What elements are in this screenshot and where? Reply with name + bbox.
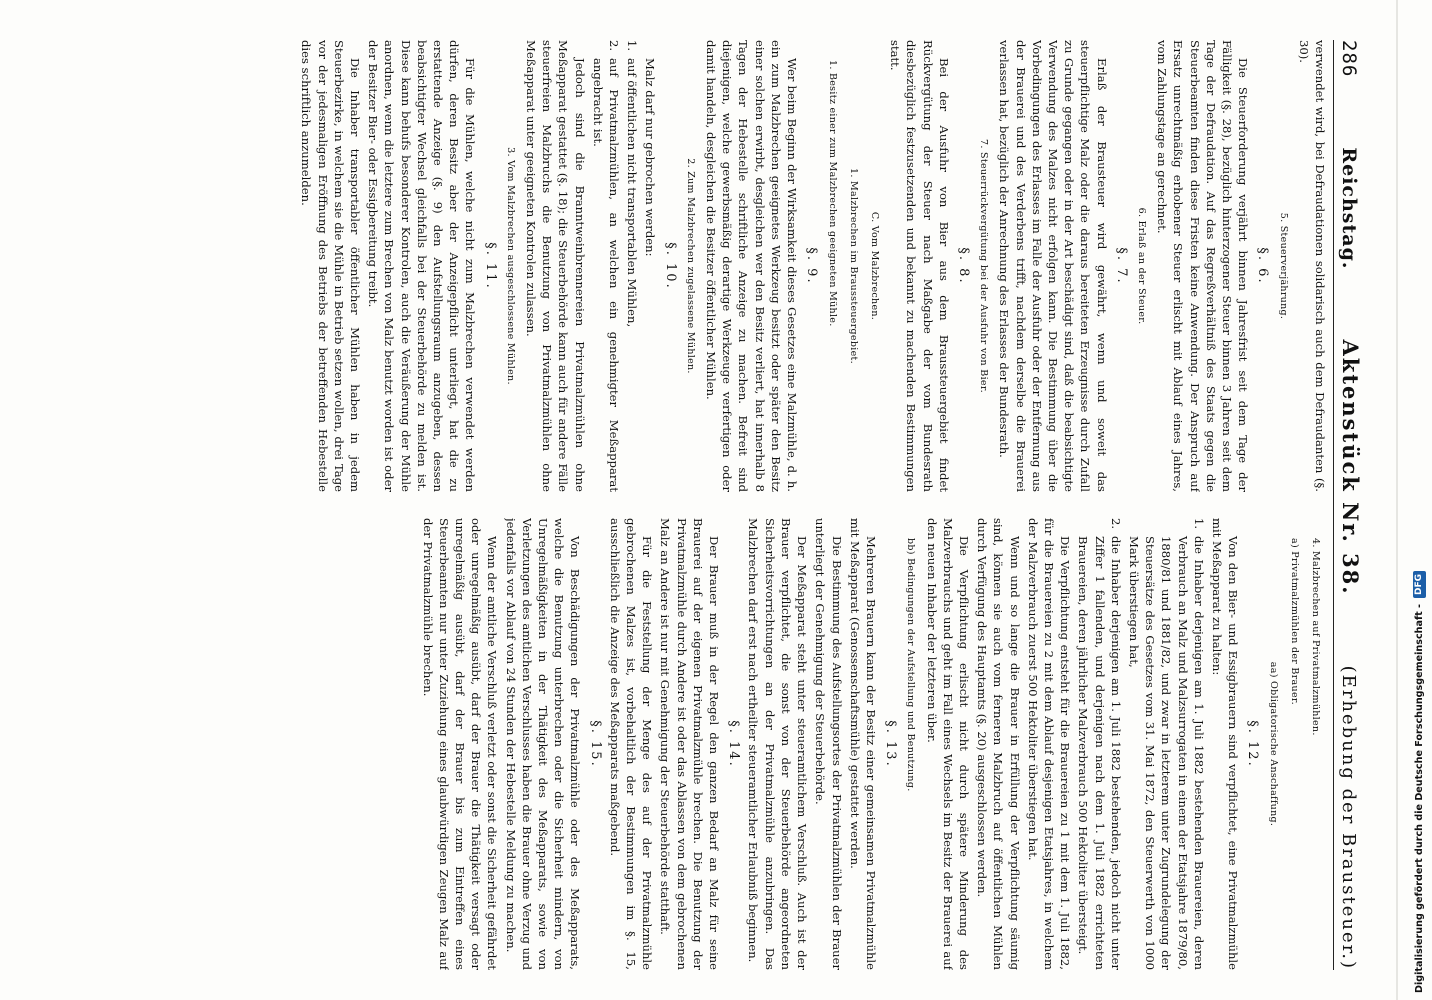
list-item: 2.die Inhaber derjenigen am 1. Juli 1882 bestehenden, jedoch nicht unter Ziffer 1 fallenden, und derjenigen nach dem 1. Juli 1882 errichteten Brauereien, deren jährlicher Malzverbrauch 500 Hektoliter übersteigt.	[1076, 518, 1123, 970]
column-right	[10, 518, 1328, 970]
header-right: (Erhebung der Brausteuer.)	[1338, 665, 1359, 970]
page-header	[1333, 40, 1382, 970]
section-heading: 2. Zum Malzbrechen zugelassene Mühlen.	[684, 158, 696, 374]
paragraph: Die Bestimmung des Aufstellungsortes der Privatmalzmühlen der Brauer unterliegt der Genehmigung der Steuerbehörde.	[813, 518, 844, 970]
paragraph: Wenn und so lange die Brauer in Erfüllung der Verpflichtung säumig sind, können sie auch vom ferneren Malzbruch auf öffentlichen Mühlen durch Verfügung des Hauptamts (§. 20) ausgeschlossen werden.	[975, 518, 1022, 970]
paragraph: Der Brauer muß in der Regel den ganzen Bedarf an Malz für seine Brauerei auf der eigenen Privatmalzmühle brechen. Die Benutzung der Privatmalzmühle durch Andere ist oder das Ablassen von dem gebrochenen Malz an Andere ist nur mit Genehmigung der Steuerbehörde statthaft.	[658, 518, 722, 970]
list-item: 2.auf Privatmalzmühlen, an welchen ein genehmigter Meßapparat angebracht ist.	[590, 40, 622, 492]
paragraph: Mehreren Brauern kann der Besitz einer gemeinsamen Privatmalzmühle mit Meßapparat (Genossenschaftsmühle) gestattet werden.	[847, 518, 878, 970]
section-heading: 4. Malzbrechen auf Privatmalzmühlen.	[1310, 538, 1321, 736]
page-edge	[1396, 0, 1398, 1000]
list-item-text: auf Privatmalzmühlen, an welchen ein genehmigter Meßapparat angebracht ist.	[590, 58, 622, 492]
text-columns	[10, 40, 1328, 970]
section-heading: C. Vom Malzbrechen.	[868, 211, 880, 321]
paragraph: Malz darf nur gebrochen werden:	[643, 58, 658, 257]
list-item-text: die Inhaber derjenigen am 1. Juli 1882 bestehenden, jedoch nicht unter Ziffer 1 fallenden, und derjenigen nach dem 1. Juli 1882 errichteten Brauereien, deren jährlicher Malzverbrauch 500 Hektoliter übersteigt.	[1076, 536, 1123, 970]
paragraph: Wenn der amtliche Verschluß verletzt oder sonst die Sicherheit gefährdet oder unregelmäßig ausübt, darf der Brauer die Thätigkeit versagt oder unregelmäßig ausübt, darf der Brauer bis zum Eintreffen eines Steuerbeamten nur unter Zuziehung eines glaubwürdigen Zeugen Malz auf der Privatmalzmühle brechen.	[420, 518, 500, 970]
paragraph: Für die Mühlen, welche nicht zum Malzbrechen verwendet werden dürfen, deren Besitz aber der Anzeigepflicht unterliegt, hat die zu erstattende Anzeige (§. 9) den Aufstellungsraum anzugeben, dessen beabsichtigter Wechsel gleichfalls bei der Steuerbehörde zu melden ist. Diese kann behufs besonderer Kontrolen, auch die Veräußerung der Mühle anordnen, wenn die letztere zum Brechen von Malz benutzt worden ist oder der Besitzer Bier- oder Essigbereitung treibt.	[366, 40, 478, 492]
section-heading: 6. Erlaß an der Steuer.	[1135, 207, 1147, 325]
paragraph-number: §. 10.	[662, 242, 678, 290]
dfg-logo: DFG	[1413, 571, 1426, 598]
paragraph-number: §. 14.	[726, 720, 742, 768]
paragraph: Von Beschädigungen der Privatmalzmühle oder des Meßapparats, welche die Benutzung unterbrechen oder die Sicherheit mindern, von Unregelmäßigkeiten in der Thätigkeit des Meßapparats, sowie von Verletzungen des amtlichen Verschlusses haben die Brauer ohne Verzug und jedenfalls vor Ablauf von 24 Stunden der Hebestelle Meldung zu machen.	[503, 518, 583, 970]
paragraph: Jedoch sind die Branntweinbrennereien Privatmalzmühlen ohne Meßapparat gestattet (§. 18); die Steuerbehörde kann auch für andere Fälle steuerfreien Malzbruchs die Benutzung von Privatmalzmühlen ohne Meßapparat unter geeigneten Kontrolen zulassen.	[524, 40, 587, 492]
digitization-credit	[1408, 8, 1430, 993]
paragraph-number: §. 7.	[1113, 247, 1129, 285]
paragraph: Bei der Ausfuhr von Bier aus dem Braussteuergebiet findet Rückvergütung der Steuer nach Maßgabe der vom Bundesrath diesbezüglich festzusetzenden und bekannt zu machenden Bestimmungen statt.	[888, 40, 951, 492]
paragraph: Der Meßapparat steht unter steueramtlichem Verschluß. Auch ist der Brauer verpflichtet, die sonst von der Steuerbehörde angeordneten Sicherheitsvorrichtungen an der Privatmalzmühle anzubringen. Das Malzbrechen darf erst nach ertheilter steueramtlicher Erlaubniß beginnen.	[746, 518, 810, 970]
list-item-text: auf öffentlichen nicht transportablen Mühlen,	[625, 58, 640, 328]
section-subheading: aa) Obligatorische Anschaffung.	[1267, 661, 1279, 827]
paragraph: Von den Bier- und Essigbrauern sind verpflichtet, eine Privatmalzmühle mit Meßapparat zu halten:	[1209, 518, 1241, 970]
paragraph: Die Inhaber transportabler öffentlicher Mühlen haben in jedem Steuerbezirke, in welchem sie die Mühle in Betrieb setzen wollen, drei Tage vor der jedesmaligen Eröffnung des Betriebs der betreffenden Hebestelle dies schriftlich anzumelden.	[299, 40, 363, 492]
paragraph: verwendet wird, bei Defraudationen solidarisch auch dem Defraudanten (§. 30).	[1296, 40, 1327, 492]
column-left	[10, 40, 1328, 492]
header-left: Reichstag.	[1338, 147, 1360, 270]
paragraph: Erlaß der Brausteuer wird gewährt, wenn und soweit das steuerpflichtige Malz oder die daraus bereiteten Erzeugnisse durch Zufall zu Grunde gegangen oder in der Art beschädigt sind, daß die beabsichtigte Verwendung des Malzes nicht erfolgen kann. Die Bestimmung über die Vorbedingungen des Erlasses im Falle der Ausfuhr oder der Entfernung aus der Brauerei und des Verderbens trifft, nachdem derselbe die Brauerei verlassen hat, bezüglich der Anrechnung des Erlasses der Bundesrath.	[997, 40, 1109, 492]
section-heading: 3. Vom Malzbrechen ausgeschlossene Mühlen.	[504, 147, 516, 385]
section-subheading: a) Privatmalzmühlen der Brauer.	[1288, 538, 1300, 705]
paragraph-number: §. 8.	[955, 247, 971, 285]
section-subheading: bb) Bedingungen der Aufstellung und Benutzung.	[905, 538, 917, 792]
paragraph: Für die Feststellung der Menge des auf der Privatmalzmühle gebrochenen Malzes ist, vorbehaltlich der Bestimmungen im §. 15, ausschließlich die Anzeige des Meßapparats maßgebend.	[607, 518, 655, 970]
page-number: 286	[1338, 40, 1360, 78]
section-heading: 5. Steuerverjährung.	[1277, 212, 1289, 320]
list-item: 1.die Inhaber derjenigen am 1. Juli 1882 bestehenden Brauereien, deren Verbrauch an Malz und Malzsurrogaten in einem der Etatsjahre 1879/80, 1880/81 und 1881/82, und zwar in letzterem unter Zugrundelegung der Steuersätze des Gesetzes vom 31. Mai 1872, den Steuerwerth von 1000 Mark überstiegen hat,	[1126, 518, 1206, 970]
section-heading: 7. Steuerrückvergütung bei der Ausfuhr von Bier.	[978, 139, 990, 393]
paragraph-number: §. 12.	[1245, 720, 1261, 768]
paragraph: Die Verpflichtung entsteht für die Brauereien zu 1 mit dem 1. Juli 1882, für die Brauereien zu 2 mit dem Ablauf desjenigen Etatsjahres, in welchem der Malzverbrauch zuerst 500 Hektoliter überstiegen hat.	[1025, 518, 1073, 970]
list-item: 1.auf öffentlichen nicht transportablen Mühlen,	[625, 40, 640, 328]
section-subheading: 1. Besitz einer zum Malzbrechen geeigneten Mühle.	[826, 60, 838, 327]
credit-text: Digitalisierung gefördert durch die Deutsche Forschungsgemeinschaft -	[1413, 603, 1425, 993]
section-heading: 1. Malzbrechen im Braussteuergebiet.	[847, 168, 859, 364]
header-title: Aktenstück Nr. 38.	[1338, 339, 1363, 596]
paragraph: Wer beim Beginn der Wirksamkeit dieses Gesetzes eine Malzmühle, d. h. ein zum Malzbrechen geeignetes Werkzeug besitzt oder später den Besitz einer solchen erwirbt, desgleichen wer den Besitz verliert, hat innerhalb 8 Tagen der Hebestelle schriftliche Anzeige zu machen. Befreit sind diejenigen, welche gewerbsmäßig derartige Werkzeuge verfertigen oder damit handeln, desgleichen die Besitzer öffentlicher Mühlen.	[704, 40, 800, 492]
list-item-text: die Inhaber derjenigen am 1. Juli 1882 bestehenden Brauereien, deren Verbrauch an Malz und Malzsurrogaten in einem der Etatsjahre 1879/80, 1880/81 und 1881/82, und zwar in letzterem unter Zugrundelegung der Steuersätze des Gesetzes vom 31. Mai 1872, den Steuerwerth von 1000 Mark überstiegen hat,	[1126, 536, 1206, 970]
paragraph: Die Steuerforderung verjährt binnen Jahresfrist seit dem Tage der Fälligkeit (§. 28), bezüglich hinterzogener Steuer binnen 3 Jahren seit dem Tage der Defraudation. Auf das Regreßverhältniß des Staats gegen die Steuerbeamten finden diese Fristen keine Anwendung. Der Anspruch auf Ersatz unrechtmäßig erhobener Steuer erlischt mit Ablauf eines Jahres, vom Zahlungstage an gerechnet.	[1155, 40, 1251, 492]
paragraph-number: §. 6.	[1255, 247, 1271, 285]
paragraph-number: §. 15.	[587, 720, 603, 768]
paragraph-number: §. 13.	[883, 720, 899, 768]
paragraph-number: §. 9.	[804, 247, 820, 285]
paragraph-number: §. 11.	[482, 242, 498, 290]
paragraph: Die Verpflichtung erlischt nicht durch spätere Minderung des Malzverbrauchs und geht im Fall eines Wechsels im Besitz der Brauerei auf den neuen Inhaber der letzteren über.	[924, 518, 971, 970]
